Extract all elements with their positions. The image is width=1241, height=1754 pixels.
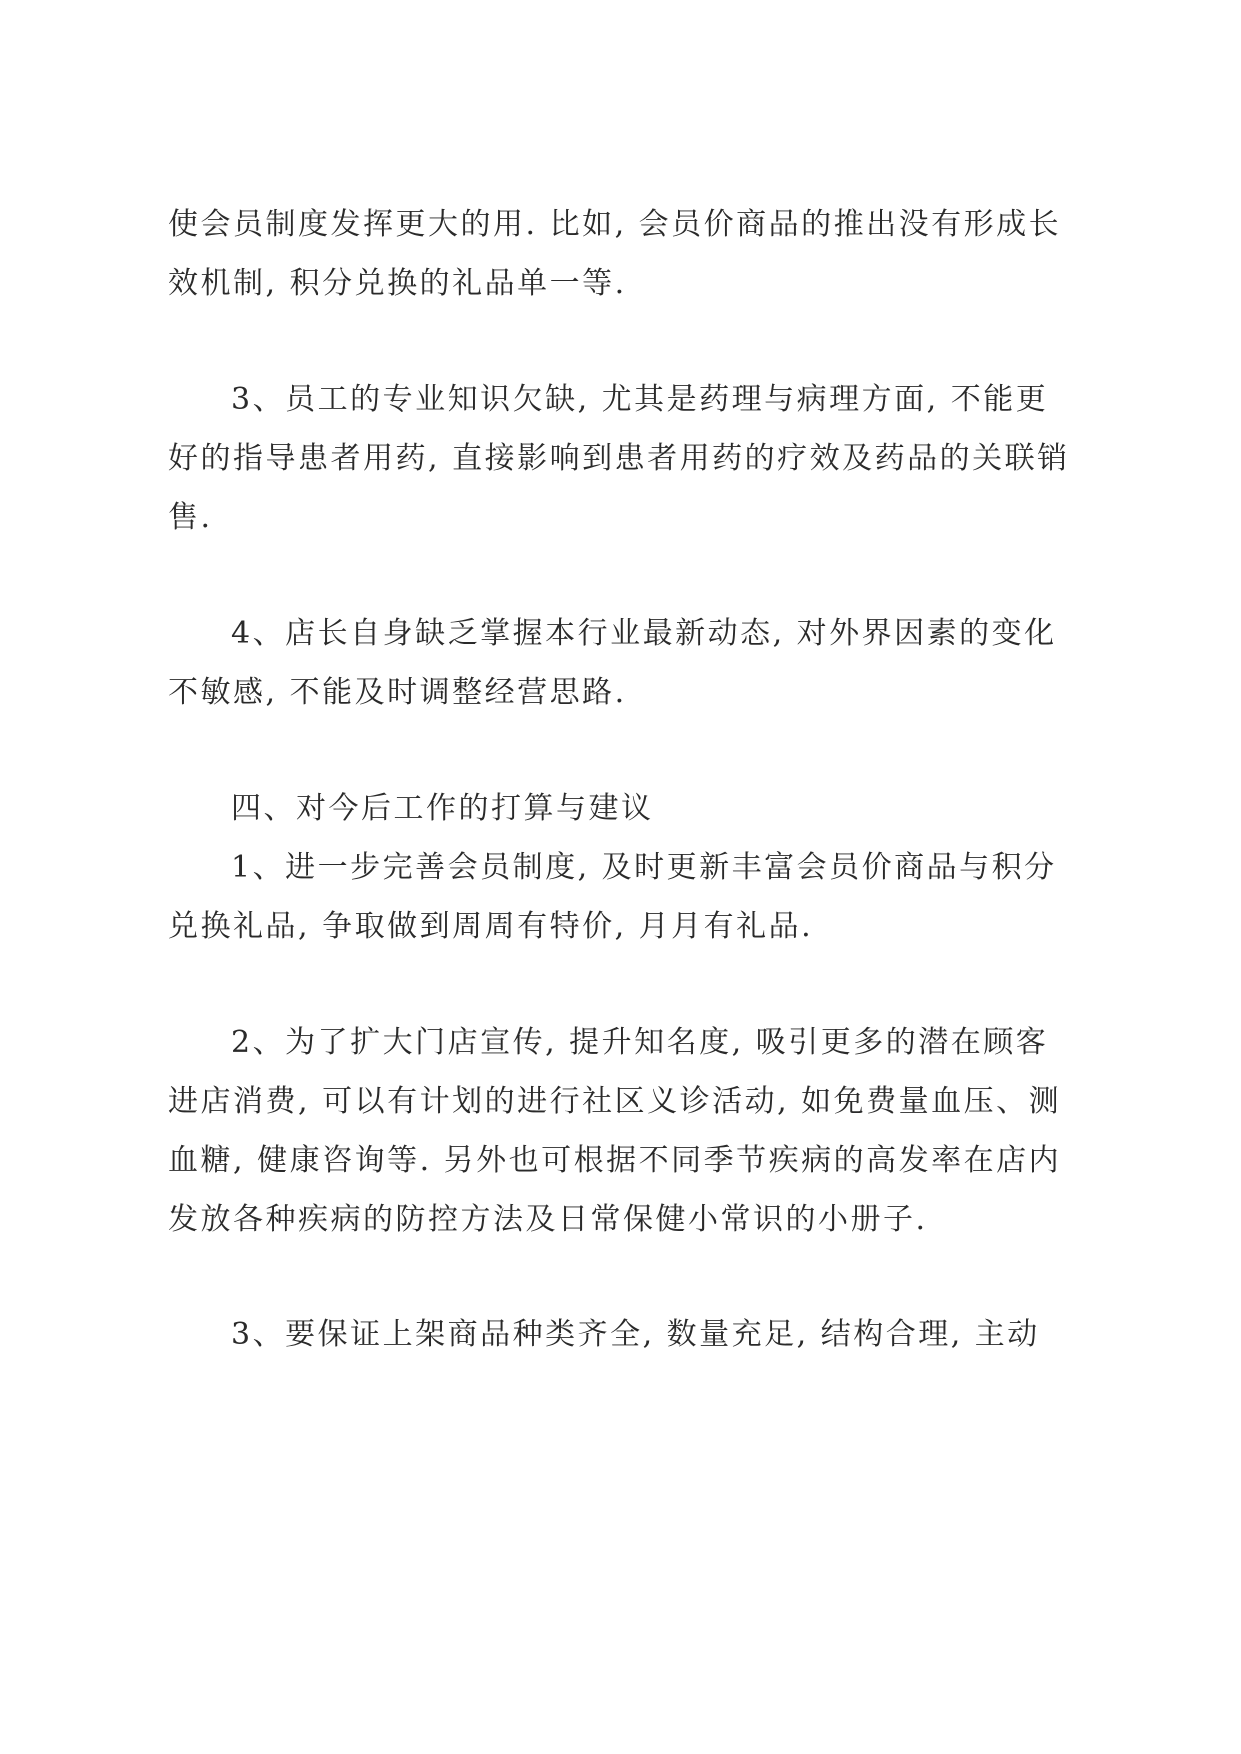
text-line: 进店消费, 可以有计划的进行社区义诊活动, 如免费量血压、测 [168,1084,1062,1119]
section-heading: 四、对今后工作的打算与建议 [231,791,654,826]
text-line: 3、员工的专业知识欠缺, 尤其是药理与病理方面, 不能更 [231,382,1049,417]
text-line: 不敏感, 不能及时调整经营思路. [168,675,627,710]
text-line: 兑换礼品, 争取做到周周有特价, 月月有礼品. [168,909,814,944]
text-line: 2、为了扩大门店宣传, 提升知名度, 吸引更多的潜在顾客 [231,1025,1049,1060]
text-line: 3、要保证上架商品种类齐全, 数量充足, 结构合理, 主动 [231,1317,1040,1352]
text-line: 使会员制度发挥更大的用. 比如, 会员价商品的推出没有形成长 [168,207,1062,242]
text-line: 1、进一步完善会员制度, 及时更新丰富会员价商品与积分 [231,850,1057,885]
text-line: 效机制, 积分兑换的礼品单一等. [168,266,627,301]
text-line: 售. [168,500,213,535]
text-line: 血糖, 健康咨询等. 另外也可根据不同季节疾病的高发率在店内 [168,1143,1062,1178]
text-line: 4、店长自身缺乏掌握本行业最新动态, 对外界因素的变化 [231,616,1057,651]
text-line: 发放各种疾病的防控方法及日常保健小常识的小册子. [168,1202,928,1237]
text-line: 好的指导患者用药, 直接影响到患者用药的疗效及药品的关联销 [168,441,1070,476]
